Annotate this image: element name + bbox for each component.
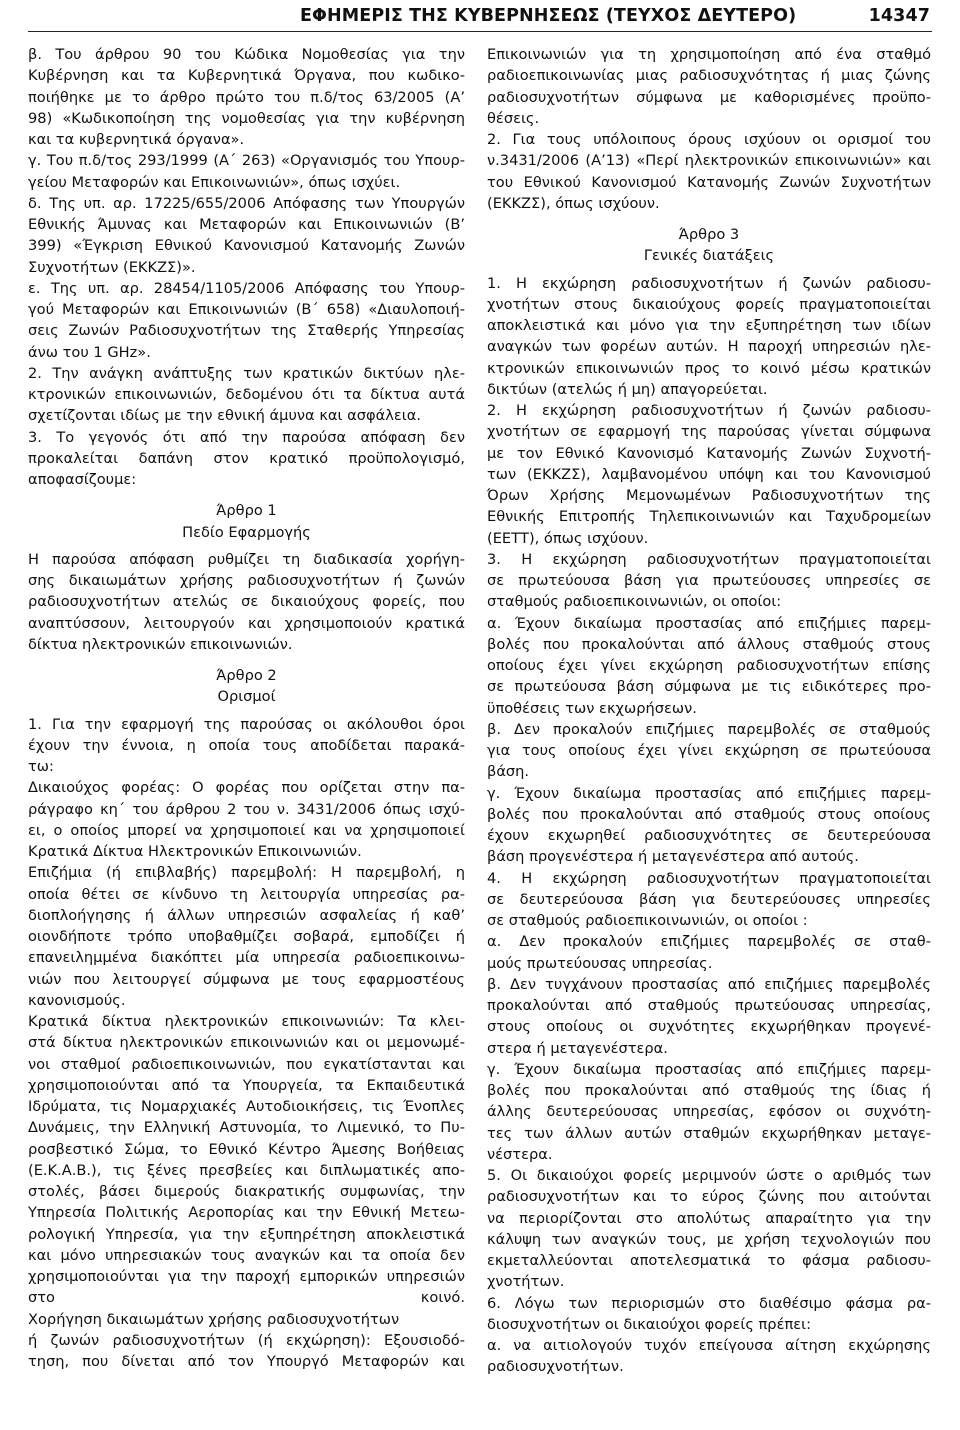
- text-line: για τους οποίους έχει γίνει εκχώρηση σε πρωτεύουσα: [487, 742, 931, 759]
- text-line: Η παρούσα απόφαση ρυθμίζει τη διαδικασία χορήγη-: [28, 550, 465, 568]
- gazette-title: ΕΦΗΜΕΡΙΣ ΤΗΣ ΚΥΒΕΡΝΗΣΕΩΣ (ΤΕΥΧΟΣ ΔΕΥΤΕΡΟ): [300, 6, 797, 26]
- text-line: κάλυψη των αναγκών τους, με χρήση τεχνολογιών που: [487, 1230, 931, 1248]
- text-line: στερα ή μεταγενέστερα.: [487, 1039, 668, 1057]
- text-line: ραδιοεπικοινωνίας μιας ραδιοσυχνότητας ή μιας ζώνης: [487, 67, 931, 85]
- text-line: 1. Η εκχώρηση ραδιοσυχνοτήτων ή ζωνών ραδιοσυ-: [487, 274, 931, 292]
- text-line: ε. Της υπ. αρ. 28454/1105/2006 Απόφασης του Υπουρ-: [28, 279, 465, 297]
- text-line: να περιορίζονται στο απολύτως απαραίτητο για την: [487, 1209, 931, 1227]
- text-line: άλλης δευτερεύουσας υπηρεσίας, εφόσον οι συχνότη-: [487, 1103, 931, 1121]
- text-line: 5. Οι δικαιούχοι φορείς μεριμνούν ώστε ο αριθμός των: [487, 1167, 931, 1184]
- text-line: κτρονικών επικοινωνιών, δεδομένου ότι τα δίκτυα αυτά: [28, 386, 465, 403]
- text-line: τηση, που δίνεται από τον Υπουργό Μεταφορών και: [28, 1353, 465, 1370]
- text-line: βάση.: [487, 763, 530, 781]
- text-line: (Ε.Κ.Α.Β.), τις ξένες πρεσβείες και διπλωματικές απο-: [28, 1161, 465, 1179]
- text-line: Κρατικά δίκτυα ηλεκτρονικών επικοινωνιών: Τα κλει-: [28, 1013, 465, 1030]
- article-heading: Ορισμοί: [217, 688, 276, 706]
- text-line: ρολογική Υπηρεσία, για την εξυπηρέτηση αποκλειστικά: [28, 1225, 465, 1243]
- text-line: ραδιοσυχνοτήτων και το εύρος ζώνης που αιτούνται: [487, 1188, 931, 1206]
- text-line: των (ΕΚΚΖΣ), λαμβανομένου υπόψη και του Κανονισμού: [487, 465, 931, 483]
- text-line: σε πρωτεύουσα βάση για πρωτεύουσες υπηρεσίες σε: [487, 572, 931, 589]
- text-line: σε δευτερεύουσα βάση για δευτερεύουσες υπηρεσίες: [487, 890, 931, 908]
- text-line: Συχνοτήτων (ΕΚΚΖΣ)».: [28, 258, 196, 276]
- text-line: αναπτύσσουν, λειτουργούν και χρησιμοποιούν κρατικά: [28, 614, 465, 632]
- text-line: επανειλημμένα διακόπτει μία υπηρεσία ραδιοεπικοινω-: [28, 949, 465, 967]
- text-line: 1. Για την εφαρμογή της παρούσας οι ακόλουθοι όροι: [28, 715, 465, 733]
- text-line: αποκλειστικά και μόνο για την εξυπηρέτηση των ιδίων: [487, 317, 931, 334]
- text-line: εκμεταλλεύονται αποτελεσματικά το φάσμα ραδιοσυ-: [487, 1252, 931, 1269]
- text-line: στο κοινό.: [28, 1289, 465, 1307]
- text-line: βολές που προκαλούνται από σταθμούς της ίδιας ή: [487, 1082, 931, 1099]
- text-line: 2. Την ανάγκη ανάπτυξης των κρατικών δικτύων ηλε-: [28, 364, 465, 382]
- text-line: οποίους έχει γίνει εκχώρηση ραδιοσυχνοτήτων επίσης: [487, 657, 931, 674]
- article-heading: Γενικές διατάξεις: [643, 247, 775, 265]
- text-line: ραδιοσυχνοτήτων ατελώς σε δικαιούχους φορείς, που: [28, 593, 465, 611]
- text-line: 4. Η εκχώρηση ραδιοσυχνοτήτων πραγματοποιείται: [487, 869, 931, 887]
- text-line: Ιδρύματα, τις Νομαρχιακές Αυτοδιοικήσεις, τις Ένοπλες: [28, 1098, 465, 1115]
- text-line: νέστερα.: [487, 1145, 553, 1163]
- text-line: 98) «Κωδικοποίηση της νομοθεσίας για την κυβέρνηση: [28, 109, 465, 127]
- text-line: (ΕΕΤΤ), όπως ισχύουν.: [487, 529, 649, 547]
- text-line: σεις Ζωνών Ραδιοσυχνοτήτων της Σταθερής Υπηρεσίας: [28, 322, 465, 340]
- text-line: μούς πρωτεύουσας υπηρεσίας.: [487, 954, 713, 972]
- text-line: Κυβέρνηση και τα Κυβερνητικά Όργανα, που κωδικο-: [28, 67, 465, 85]
- text-line: Επιζήμια (ή επιβλαβής) παρεμβολή: Η παρεμβολή, η: [28, 864, 465, 882]
- text-line: σης δικαιωμάτων χρήσης ραδιοσυχνοτήτων ή ζωνών: [28, 572, 465, 589]
- text-line: στους οποίους οι συχνότητες εκχωρήθηκαν προγενέ-: [487, 1018, 931, 1036]
- text-line: σε πρωτεύουσα βάση σύμφωνα με τις ειδικότερες προ-: [487, 678, 931, 696]
- text-line: νιών που λειτουργεί σύμφωνα με τους εφαρμοστέους: [28, 970, 465, 988]
- text-line: 3. Η εκχώρηση ραδιοσυχνοτήτων πραγματοποιείται: [487, 550, 931, 568]
- text-line: βολές που προκαλούνται από άλλους σταθμούς στους: [487, 635, 931, 653]
- text-line: προκαλούνται από σταθμούς πρωτεύουσας υπηρεσίας,: [487, 997, 931, 1014]
- article-heading: Πεδίο Εφαρμογής: [182, 523, 311, 541]
- article-heading: Άρθρο 2: [216, 667, 277, 684]
- text-line: έχουν εκχωρηθεί ραδιοσυχνότητες σε δευτερεύουσα: [487, 827, 931, 844]
- text-line: Κρατικά Δίκτυα Ηλεκτρονικών Επικοινωνιών.: [28, 843, 362, 860]
- page-header: [28, 2, 932, 30]
- text-line: οιονδήποτε τρόπο υποβαθμίζει σοβαρά, εμποδίζει ή: [28, 928, 465, 945]
- text-line: 3. Το γεγονός ότι από την παρούσα απόφαση δεν: [28, 428, 465, 446]
- text-line: δικτύων (ατελώς ή μη) απαγορεύεται.: [487, 380, 768, 398]
- text-line: β. Δεν προκαλούν επιζήμιες παρεμβολές σε σταθμούς: [487, 720, 931, 738]
- text-line: και τα κυβερνητικά όργανα».: [28, 131, 245, 148]
- text-line: γού Μεταφορών και Επικοινωνιών (Β΄ 658) «Διαυλοποιή-: [28, 301, 465, 318]
- text-line: του Εθνικού Κανονισμού Κατανομής Ζωνών Συχνοτήτων: [487, 173, 931, 191]
- text-line: σε σταθμούς ραδιοεπικοινωνιών, οι οποίοι :: [487, 912, 808, 929]
- text-line: δίκτυα ηλεκτρονικών επικοινωνιών.: [28, 635, 293, 653]
- text-line: ει, ο οποίος μπορεί να χρησιμοποιεί και να χρησιμοποιεί: [28, 821, 465, 839]
- text-line: χνοτήτων σε εφαρμογή της παρούσας γίνεται σύμφωνα: [487, 423, 931, 441]
- text-line: διοπλοήγησης ή άλλων υπηρεσιών ασφαλείας ή καθ’: [28, 906, 465, 924]
- text-line: άνω του 1 GHz».: [28, 343, 151, 361]
- text-line: στολές, βάσει διμερούς διακρατικής συμφωνίας, την: [28, 1183, 465, 1200]
- text-line: α. να αιτιολογούν τυχόν επείγουσα αίτηση εκχώρησης: [487, 1337, 931, 1354]
- text-line: 6. Λόγω των περιορισμών στο διαθέσιμο φάσμα ρα-: [487, 1294, 931, 1312]
- text-line: γ. Έχουν δικαίωμα προστασίας από επιζήμιες παρεμ-: [487, 1060, 931, 1078]
- text-line: ραδιοσυχνοτήτων σύμφωνα με καθορισμένες προϋπο-: [487, 88, 931, 106]
- text-line: γ. Του π.δ/τος 293/1999 (Α΄ 263) «Οργανισμός του Υπουρ-: [28, 152, 465, 170]
- text-line: τες των άλλων αυτών σταθμών εκχωρήθηκαν μεταγε-: [487, 1124, 931, 1142]
- text-line: Υπηρεσία Πολιτικής Αεροπορίας και την Εθνική Μετεω-: [28, 1204, 465, 1222]
- text-line: οποία θέτει σε κίνδυνο τη λειτουργία υπηρεσίας ρα-: [28, 885, 465, 903]
- text-line: χνοτήτων.: [487, 1273, 565, 1291]
- article-heading: Άρθρο 3: [678, 226, 740, 243]
- text-line: τω:: [28, 758, 54, 775]
- text-line: ροσβεστικό Σώμα, το Εθνικό Κέντρο Άμεσης Βοήθειας: [28, 1140, 465, 1158]
- text-line: βάση προγενέστερα ή μεταγενέστερα από αυτούς.: [487, 848, 859, 866]
- text-line: χρησιμοποιούνται από τα Υπουργεία, τα Εκπαιδευτικά: [28, 1076, 465, 1094]
- text-line: α. Έχουν δικαίωμα προστασίας από επιζήμιες παρεμ-: [487, 614, 931, 632]
- text-line: (ΕΚΚΖΣ), όπως ισχύουν.: [487, 194, 660, 212]
- text-line: α. Δεν προκαλούν επιζήμιες παρεμβολές σε σταθ-: [487, 933, 931, 951]
- text-line: 2. Η εκχώρηση ραδιοσυχνοτήτων ή ζωνών ραδιοσυ-: [487, 402, 931, 419]
- text-line: ϋποθέσεις των εκχωρήσεων.: [487, 699, 697, 717]
- text-line: ν.3431/2006 (Α’13) «Περί ηλεκτρονικών επικοινωνιών» και: [487, 152, 931, 170]
- text-line: αποφασίζουμε:: [28, 471, 137, 488]
- right-column: [487, 44, 931, 1378]
- article-heading: Άρθρο 1: [216, 502, 277, 520]
- text-line: βολές που προκαλούνται από σταθμούς στους οποίους: [487, 805, 931, 823]
- text-line: σχετίζονται ιδίως με την εθνική άμυνα και ασφάλεια.: [28, 407, 421, 425]
- text-line: Όρων Χρήσης Μεμονωμένων Ραδιοσυχνοτήτων της: [487, 487, 931, 504]
- text-line: γείου Μεταφορών και Επικοινωνιών», όπως ισχύει.: [28, 173, 401, 191]
- page-number: 14347: [868, 6, 930, 26]
- text-line: αναγκών των φορέων αυτών. Η παροχή υπηρεσιών ηλε-: [487, 338, 931, 356]
- text-line: προκαλείται δαπάνη στον κρατικό προϋπολογισμό,: [28, 449, 465, 467]
- text-line: Δυνάμεις, την Ελληνική Αστυνομία, το Λιμενικό, το Πυ-: [28, 1119, 465, 1137]
- text-line: έχουν την έννοια, η οποία τους αποδίδεται παρακά-: [28, 736, 465, 754]
- text-line: δ. Της υπ. αρ. 17225/655/2006 Απόφασης των Υπουργών: [28, 194, 465, 212]
- text-line: 399) «Έγκριση Εθνικού Κανονισμού Κατανομής Ζωνών: [28, 237, 465, 255]
- text-line: νοι σταθμοί ραδιοεπικοινωνιών, που εγκατίστανται και: [28, 1055, 465, 1073]
- paragraph-gap: [28, 490, 465, 500]
- text-line: ραδιοσυχνοτήτων.: [487, 1358, 624, 1376]
- text-line: σταθμούς ραδιοεπικοινωνιών, οι οποίοι:: [487, 593, 782, 611]
- text-line: γ. Έχουν δικαίωμα προστασίας από επιζήμιες παρεμ-: [487, 784, 931, 802]
- text-line: με τον Εθνικό Κανονισμό Κατανομής Ζωνών Συχνοτή-: [487, 444, 931, 462]
- text-line: χνοτήτων στους δικαιούχους φορείς πραγματοποιείται: [487, 295, 931, 313]
- header-rule: [28, 31, 932, 32]
- text-line: χρησιμοποιούνται για την παροχή εμπορικών υπηρεσιών: [28, 1268, 465, 1285]
- text-line: ποιήθηκε με το άρθρο πρώτο του π.δ/τος 63/2005 (Α’: [28, 88, 465, 106]
- text-line: κανονισμούς.: [28, 991, 126, 1009]
- text-line: ή ζωνών ραδιοσυχνοτήτων (ή εκχώρηση): Εξουσιοδό-: [28, 1331, 465, 1349]
- text-line: Επικοινωνιών για τη χρησιμοποίηση από ένα σταθμό: [487, 46, 931, 63]
- text-line: Δικαιούχος φορέας: Ο φορέας που ορίζεται στην πα-: [28, 779, 465, 797]
- text-line: Χορήγηση δικαιωμάτων χρήσης ραδιοσυχνοτήτων: [28, 1310, 400, 1328]
- text-line: 2. Για τους υπόλοιπους όρους ισχύουν οι ορισμοί του: [487, 131, 931, 148]
- text-line: ράγραφο κη΄ του άρθρου 2 του ν. 3431/2006 όπως ισχύ-: [28, 800, 465, 818]
- text-line: διοσυχνοτήτων οι δικαιούχοι φορείς πρέπει:: [487, 1315, 811, 1333]
- text-line: β. Δεν τυγχάνουν προστασίας από επιζήμιες παρεμβολές: [487, 975, 931, 993]
- left-column: [28, 44, 465, 1372]
- paragraph-gap: [487, 214, 931, 224]
- text-line: και μόνο υπηρεσιακών τους αναγκών και τα οποία δεν: [28, 1246, 465, 1264]
- text-line: στά δίκτυα ηλεκτρονικών επικοινωνιών και οι μεμονωμέ-: [28, 1034, 465, 1052]
- text-line: β. Του άρθρου 90 του Κώδικα Νομοθεσίας για την: [28, 46, 465, 63]
- paragraph-gap: [28, 655, 465, 665]
- text-line: Εθνικής Άμυνας και Μεταφορών και Επικοινωνιών (Β’: [28, 216, 465, 233]
- text-line: κτρονικών επικοινωνιών προς το κοινό μέσω κρατικών: [487, 359, 931, 377]
- text-line: Εθνικής Επιτροπής Τηλεπικοινωνιών και Ταχυδρομείων: [487, 508, 931, 526]
- text-line: θέσεις.: [487, 109, 540, 127]
